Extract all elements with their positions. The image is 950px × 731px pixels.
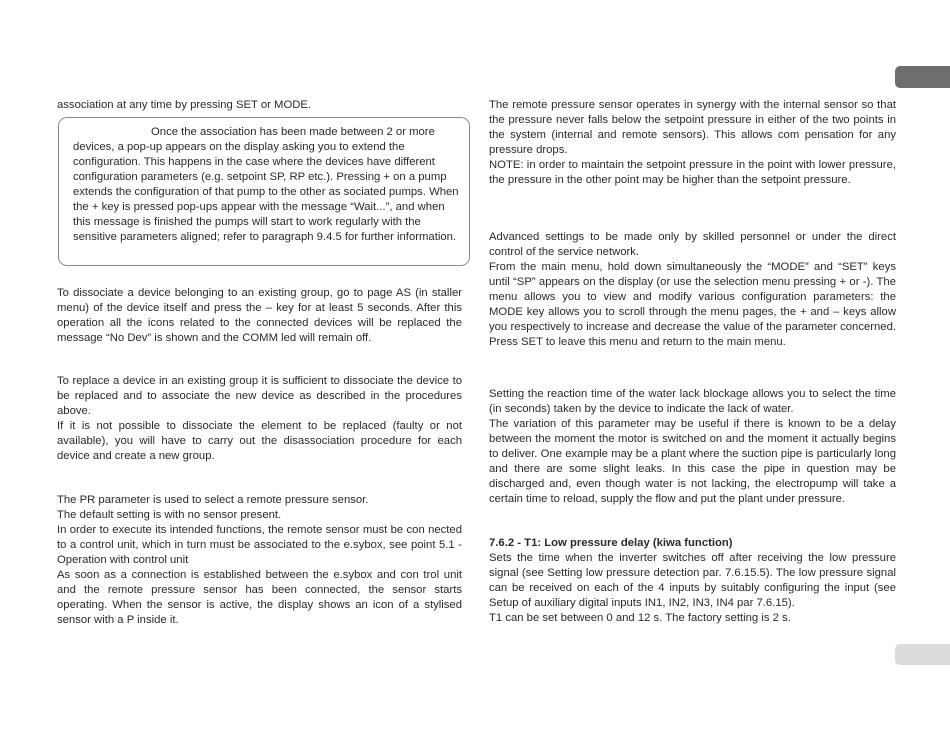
page-edge-tab-light <box>895 644 950 665</box>
advanced-section <box>489 230 896 350</box>
reaction-time-section <box>489 387 896 507</box>
left-top-line <box>57 98 462 113</box>
replace-text-2: If it is not possible to dissociate the element to be replaced (faulty or not available), you will have to carry out the disassociation procedure for each device and create a new group. <box>57 420 462 462</box>
pr-section <box>57 493 462 628</box>
association-text: association at any time by pressing SET or MODE. <box>57 99 312 111</box>
replace-text-1: To replace a device in an existing group it is sufficient to dissociate the device to be replaced and to associate the new device as described in the procedures above. <box>57 375 462 417</box>
remote-text-2: NOTE: in order to maintain the setpoint pressure in the point with lower pressure, the pressure in the other point may be higher than the setpoint pressure. <box>489 159 896 186</box>
remote-text-1: The remote pressure sensor operates in synergy with the internal sensor so that the pressure never falls below the setpoint pressure in either of the two points in the system (internal and remote sensors). This allows com pensation for any pressure drops. <box>489 99 896 156</box>
reaction-text-2: The variation of this parameter may be useful if there is known to be a delay between the moment the motor is switched on and the moment it actually begins to deliver. One example may be a plant where the suction pipe is particularly long and there are some slight leaks. In this case the pipe in question may be discharged and, even though water is not lacking, the electropump will take a certain time to reload, supply the flow and put the plant under pressure. <box>489 418 896 505</box>
advanced-text-2: From the main menu, hold down simultaneously the “MODE” and “SET” keys until “SP” appears on the display (or use the selection menu pressing + or -). The menu allows you to view and modify various configuration parameters: the MODE key allows you to scroll through the menu pages, the + and – keys allow you respectively to increase and decrease the value of the parameter concerned. Press SET to leave this menu and return to the main menu. <box>489 261 896 348</box>
reaction-text-1: Setting the reaction time of the water lack blockage allows you to select the time (in seconds) taken by the device to indicate the lack of water. <box>489 388 896 415</box>
dissociate-text: To dissociate a device belonging to an existing group, go to page AS (in staller menu) of the device itself and press the – key for at least 5 seconds. After this operation all the icons related to the connected devices will be replaced the message “No Dev” is shown and the COMM led will remain off. <box>57 287 462 344</box>
t1-text-2: T1 can be set between 0 and 12 s. The factory setting is 2 s. <box>489 612 791 624</box>
pr-text-1: The PR parameter is used to select a remote pressure sensor. <box>57 494 369 506</box>
dissociate-section <box>57 286 462 346</box>
page-edge-tab-dark <box>895 66 950 88</box>
advanced-text-1: Advanced settings to be made only by skilled personnel or under the direct control of the service network. <box>489 231 896 258</box>
note-text: Once the association has been made between 2 or more devices, a pop-up appears on the display asking you to extend the configuration. This happens in the case where the devices have different configuration parameters (e.g. setpoint SP, RP etc.). Pressing + on a pump extends the configuration of that pump to the other as sociated pumps. When the + key is pressed pop-ups appear with the message “Wait...”, and when this message is finished the pumps will start to work regularly with the sensitive parameters aligned; refer to paragraph 9.4.5 for further information. <box>73 126 459 243</box>
pr-text-4: As soon as a connection is established between the e.sybox and con trol unit and the remote pressure sensor has been connected, the sensor starts operating. When the sensor is active, the display shows an icon of a stylised sensor with a P inside it. <box>57 569 462 626</box>
remote-sensor-section <box>489 98 896 188</box>
pr-text-3: In order to execute its intended functions, the remote sensor must be con nected to a control unit, which in turn must be associated to the e.sybox, see point 5.1 - Operation with control unit <box>57 524 462 566</box>
note-box <box>58 117 470 266</box>
t1-text-1: Sets the time when the inverter switches off after receiving the low pressure signal (see Setting low pressure detection par. 7.6.15.5). The low pressure signal can be received on each of the 4 inputs by suitably configuring the input (see Setup of auxiliary digital inputs IN1, IN2, IN3, IN4 par 7.6.15). <box>489 552 896 609</box>
section-heading-762: 7.6.2 - T1: Low pressure delay (kiwa function) <box>489 537 733 549</box>
replace-section <box>57 374 462 464</box>
t1-section <box>489 536 896 626</box>
pr-text-2: The default setting is with no sensor present. <box>57 509 282 521</box>
